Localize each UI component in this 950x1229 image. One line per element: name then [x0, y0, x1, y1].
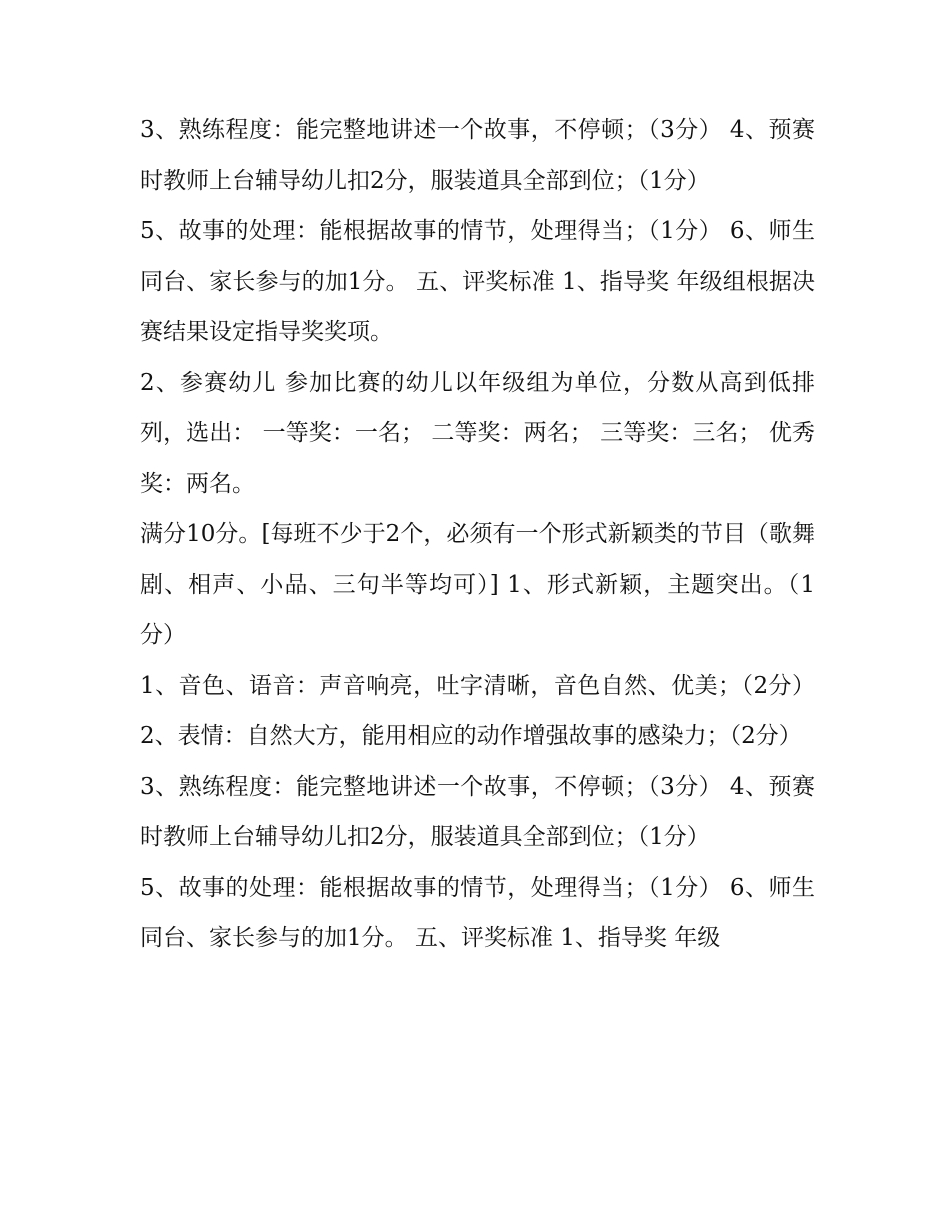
paragraph-3: 2、参赛幼儿 参加比赛的幼儿以年级组为单位，分数从高到低排列，选出： 一等奖：一名； 二等奖：两名； 三等奖：三名； 优秀奖：两名。 [140, 369, 815, 497]
paragraph-7: 5、故事的处理：能根据故事的情节，处理得当；（1分） 6、师生同台、家长参与的加1分。 五、评奖标准 1、指导奖 年级 [140, 874, 815, 951]
paragraph-5: 1、音色、语音：声音响亮，吐字清晰，音色自然、优美；（2分） 2、表情：自然大方，能用相应的动作增强故事的感染力；（2分） [140, 672, 815, 749]
paragraph-6: 3、熟练程度：能完整地讲述一个故事，不停顿；（3分） 4、预赛时教师上台辅导幼儿扣2分，服装道具全部到位；（1分） [140, 773, 815, 850]
paragraph-4: 满分10分。[每班不少于2个，必须有一个形式新颖类的节目（歌舞剧、相声、小品、三句半等均可）] 1、形式新颖，主题突出。（1分） [140, 521, 815, 648]
paragraph-1: 3、熟练程度：能完整地讲述一个故事，不停顿；（3分） 4、预赛时教师上台辅导幼儿扣2分，服装道具全部到位；（1分） [140, 117, 815, 194]
document-body [140, 105, 815, 964]
paragraph-2: 5、故事的处理：能根据故事的情节，处理得当；（1分） 6、师生同台、家长参与的加1分。 五、评奖标准 1、指导奖 年级组根据决赛结果设定指导奖奖项。 [140, 218, 815, 345]
